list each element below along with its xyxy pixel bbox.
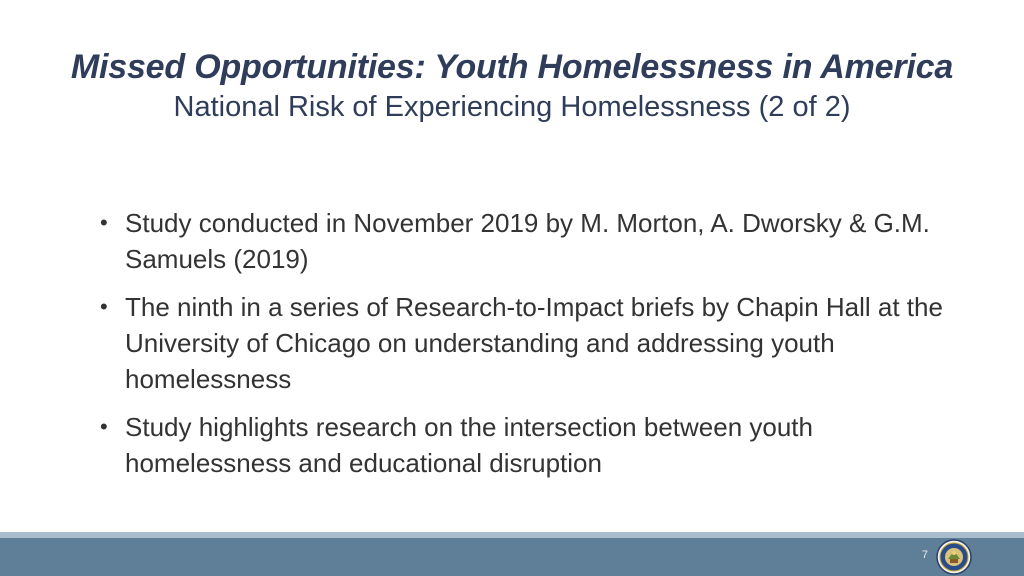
- title-block: [60, 48, 964, 124]
- slide-title: Missed Opportunities: Youth Homelessness in America: [70, 48, 954, 86]
- bullet-item: [100, 205, 950, 277]
- footer-bar: [0, 538, 1024, 576]
- bullet-text: Study conducted in November 2019 by M. Morton, A. Dworsky & G.M. Samuels (2019): [125, 208, 930, 274]
- bullet-item: [100, 289, 950, 397]
- bullet-item: [100, 409, 950, 481]
- department-seal-icon: [936, 539, 972, 575]
- bullet-list: [100, 205, 950, 493]
- bullet-text: The ninth in a series of Research-to-Impact briefs by Chapin Hall at the University of Chicago on understanding and addressing youth homelessness: [125, 292, 943, 394]
- slide-subtitle: National Risk of Experiencing Homelessness (2 of 2): [173, 91, 851, 123]
- page-number: 7: [921, 549, 928, 561]
- bullet-dot-icon: •: [100, 414, 108, 439]
- bullet-dot-icon: •: [100, 210, 108, 235]
- bullet-text: Study highlights research on the intersection between youth homelessness and educational disruption: [125, 412, 813, 478]
- bullet-dot-icon: •: [100, 294, 108, 319]
